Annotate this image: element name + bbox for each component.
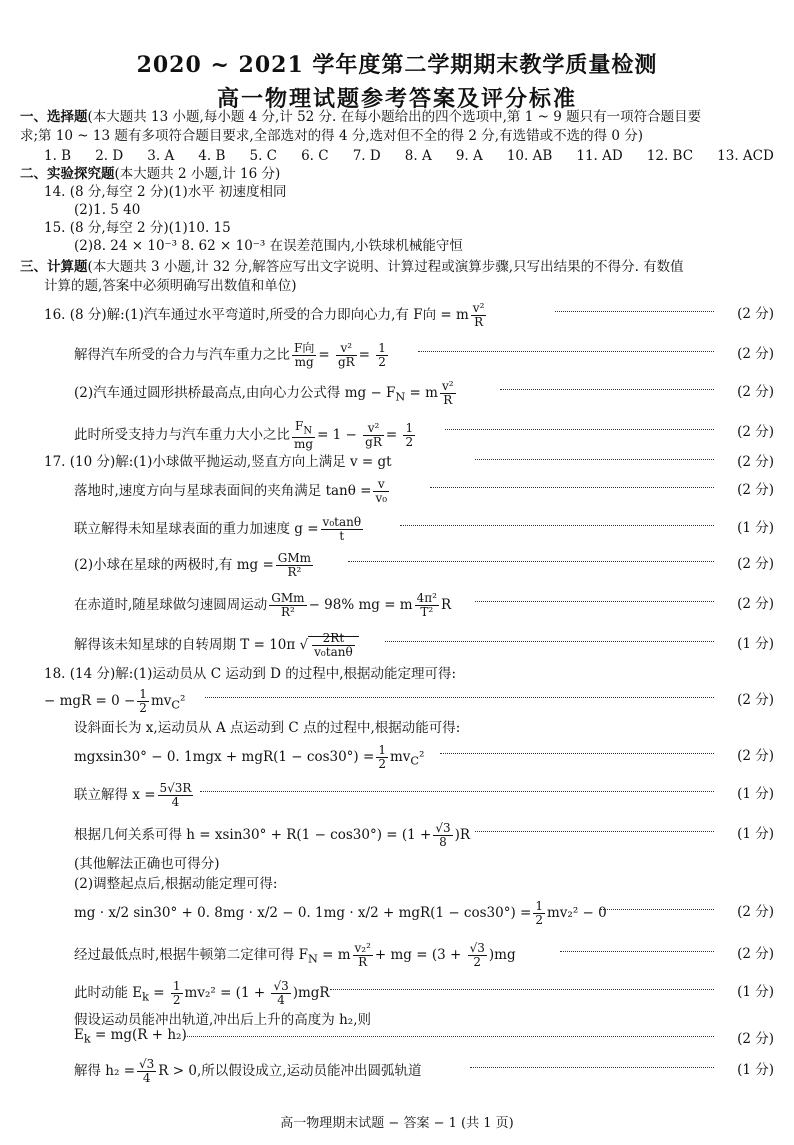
- score: (1 分): [737, 786, 774, 802]
- page-subtitle: 高一物理试题参考答案及评分标准: [216, 87, 577, 112]
- q18-line7: (其他解法正确也可得分): [74, 856, 220, 872]
- q17-line5: 在赤道时,随星球做匀速圆周运动 $\frac{\text{GMm}}{\text{R²}}$ − 98% mg = m $\frac{\text{4π²}}{\text{T²}}$ R (2 分): [74, 591, 774, 619]
- score: (2 分): [737, 946, 774, 962]
- q16-line3: (2)汽车通过圆形拱桥最高点,由向心力公式得 mg − $F_N = m$ $\frac{\text{v²}}{R}$ (2 分): [74, 379, 774, 407]
- score: (1 分): [737, 520, 774, 536]
- score: (2 分): [737, 346, 774, 362]
- score: (2 分): [737, 454, 774, 470]
- q16-line1: 16. (8 分)解:(1)汽车通过水平弯道时,所受的合力即向心力,有 F向 = m $\frac{\text{v²}}{R}$ (2 分): [44, 301, 774, 329]
- q16-line2: 解得汽车所受的合力与汽车重力之比 $\frac{\text{F向}}{mg}$ = $\frac{\text{v²}}{gR}$ = $\frac{1}{2}$ (2 分): [74, 341, 774, 369]
- q17-line6: 解得该未知星球的自转周期 T = 10π √ $\frac{2Rt}{\text{v₀tanθ}}$ (1 分): [74, 631, 774, 659]
- q18-line13: $E_k = mg(R + h_2)$ (2 分): [74, 1027, 774, 1047]
- score: (1 分): [737, 826, 774, 842]
- section2-heading: 二、实验探究题(本大题共 2 小题,计 16 分): [20, 166, 281, 182]
- q18-line8: (2)调整起点后,根据动能定理可得:: [74, 876, 278, 892]
- q18-line1: 18. (14 分)解:(1)运动员从 C 运动到 D 的过程中,根据动能定理可得:: [44, 666, 457, 682]
- score: (1 分): [737, 984, 774, 1000]
- score: (2 分): [737, 384, 774, 400]
- q18-line9: mg · x/2 sin30° + 0. 8mg · x/2 − 0. 1mg · x/2 + mgR(1 − cos30°) = $\frac{1}{2}$ mv₂² − 0 (2 分): [74, 899, 774, 927]
- q18-line10: 经过最低点时,根据牛顿第二定律可得 $F_N = m$ $\frac{\text{v₂²}}{R}$ + mg = (3 + $\frac{√3}{2}$ )mg (2 分): [74, 941, 774, 969]
- page-title: 2020 ~ 2021 学年度第二学期期末教学质量检测: [136, 52, 658, 78]
- q15-line1: 15. (8 分,每空 2 分)(1)10. 15: [44, 220, 231, 236]
- q18-line6: 根据几何关系可得 h = xsin30° + R(1 − cos30°) = (1 + $\frac{√3}{8}$ )R (1 分): [74, 821, 774, 849]
- score: (2 分): [737, 306, 774, 322]
- q17-line4: (2)小球在星球的两极时,有 mg = $\frac{\text{GMm}}{\text{R²}}$ (2 分): [74, 551, 774, 579]
- q17-line2: 落地时,速度方向与星球表面间的夹角满足 tanθ = $\frac{v}{\text{v₀}}$ (2 分): [74, 477, 774, 505]
- q18-line4: mgxsin30° − 0. 1mgx + mgR(1 − cos30°) = $\frac{1}{2}$ $mv_C^2$ (2 分): [74, 743, 774, 771]
- q14-line1: 14. (8 分,每空 2 分)(1)水平 初速度相同: [44, 184, 287, 200]
- score: (2 分): [737, 596, 774, 612]
- score: (2 分): [737, 482, 774, 498]
- q14-line2: (2)1. 5 40: [74, 202, 141, 218]
- section1-desc-2: 求;第 10 ~ 13 题有多项符合题目要求,全部选对的得 4 分,选对但不全的得 2 分,有选错或不选的得 0 分): [20, 128, 644, 144]
- q17-line1: 17. (10 分)解:(1)小球做平抛运动,竖直方向上满足 v = gt (2 分): [0, 450, 794, 472]
- section1-desc: 一、选择题(本大题共 13 小题,每小题 4 分,计 52 分. 在每小题给出的四个选项中,第 1 ~ 9 题只有一项符合题目要: [20, 109, 702, 125]
- section3-desc: 三、计算题(本大题共 3 小题,计 32 分,解答应写出文字说明、计算过程或演算步骤,只写出结果的不得分. 有数值: [20, 259, 684, 275]
- q18-line2: − mgR = 0 − $\frac{1}{2}$ $mv_C^2$ (2 分): [44, 687, 774, 715]
- q18-line14: 解得 h₂ = $\frac{√3}{4}$ R > 0,所以假设成立,运动员能冲出圆弧轨道 (1 分): [74, 1057, 774, 1085]
- q18-line12: 假设运动员能冲出轨道,冲出后上升的高度为 h₂,则: [74, 1012, 371, 1028]
- score: (2 分): [737, 692, 774, 708]
- score: (2 分): [737, 1031, 774, 1047]
- score: (2 分): [737, 424, 774, 440]
- q18-line5: 联立解得 x = $\frac{5√3R}{4}$ (1 分): [74, 781, 774, 809]
- q18-line3: 设斜面长为 x,运动员从 A 点运动到 C 点的过程中,根据动能可得:: [74, 720, 461, 736]
- score: (1 分): [737, 636, 774, 652]
- score: (1 分): [737, 1062, 774, 1078]
- q17-line3: 联立解得未知星球表面的重力加速度 g = $\frac{\text{v₀tanθ}}{t}$ (1 分): [74, 515, 774, 543]
- q18-line11: 此时动能 $E_k$ = $\frac{1}{2}$ mv₂² = (1 + $\frac{√3}{4}$ )mgR (1 分): [74, 979, 774, 1007]
- q16-line4: 此时所受支持力与汽车重力大小之比 $\frac{F_N}{mg}$ = 1 − $\frac{\text{v²}}{gR}$ = $\frac{1}{2}$ (2 分): [74, 419, 774, 452]
- score: (2 分): [737, 748, 774, 764]
- section3-desc-2: 计算的题,答案中必须明确写出数值和单位): [44, 278, 297, 294]
- score: (2 分): [737, 556, 774, 572]
- score: (2 分): [737, 904, 774, 920]
- page-footer: 高一物理期末试题 − 答案 − 1 (共 1 页): [280, 1116, 514, 1131]
- mc-answers: 1. B 2. D 3. A 4. B 5. C 6. C 7. D 8. A 9. A 10. AB 11. AD 12. BC 13. ACD: [44, 148, 774, 164]
- q15-line2: (2)8. 24 × 10⁻³ 8. 62 × 10⁻³ 在误差范围内,小铁球机械能守恒: [74, 238, 463, 254]
